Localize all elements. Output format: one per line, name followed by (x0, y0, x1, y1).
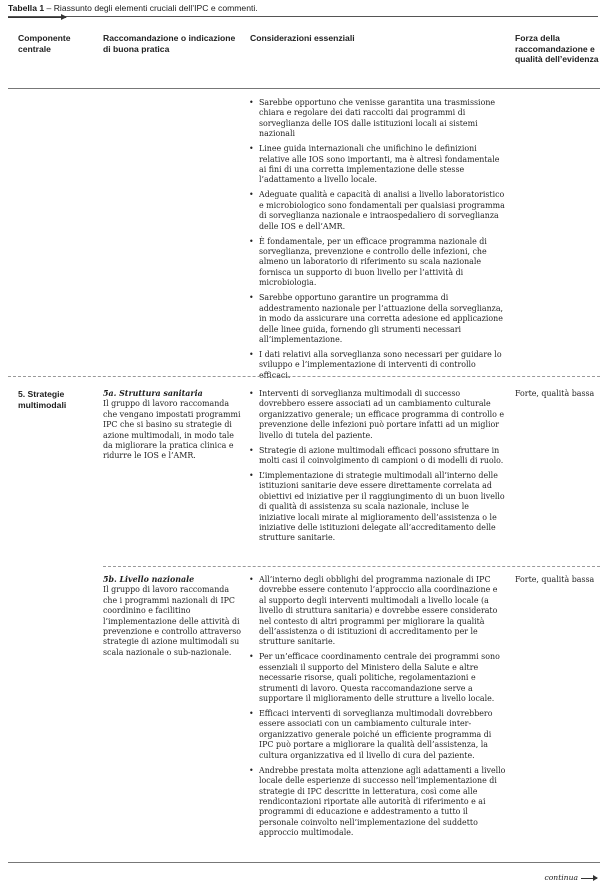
recommendation-5b (103, 575, 243, 658)
section-5-component: 5. Strategie multimodali (18, 389, 67, 410)
consideration-bullet: • Strategie di azione multimodali efficaci possono sfruttare in molti casi il coinvolgimento di campioni o di modelli di ruolo. (249, 446, 507, 467)
header-recommendation: Raccomandazione o indicazione di buona pratica (103, 33, 236, 54)
recommendation-5b-text: Il gruppo di lavoro raccomanda che i programmi nazionali di IPC coordinino e facilitino l’implementazione delle attività di prevenzione e controllo attraverso strategie di azione multimodali su scala nazionale o sub-nazionale. (103, 585, 242, 657)
recommendation-5a-subtitle: 5a. Struttura sanitaria (103, 389, 203, 398)
recommendation-5b-subtitle: 5b. Livello nazionale (103, 575, 195, 584)
consideration-bullet: • Efficaci interventi di sorveglianza multimodali dovrebbero essere associati con un cambiamento culturale inter-organizzativo generale poiché un efficiente programma di IPC può portare a migliorare la qualità dell’assistenza, la cultura organizzativa ed il livello di cura del paziente. (249, 709, 507, 761)
header-strength: Forza della raccomandazione e qualità dell’evidenza (515, 33, 599, 64)
caption-label: Tabella 1 (8, 3, 45, 13)
consideration-bullet: • Sarebbe opportuno garantire un programma di addestramento nazionale per l’attuazione della sorveglianza, in modo da assicurare una corretta adesione ed applicazione delle linee guida, fornendo gli strumenti necessari all’implementazione. (249, 293, 507, 345)
consideration-bullet: • Andrebbe prestata molta attenzione agli adattamenti a livello locale delle esperienze di successo nell’implementazione di strategie di IPC descritte in letteratura, così come alle rendicontazioni riportate alle autorità di riferimento e ai programmi di educazione e addestramento a tutto il personale coinvolto nell’implementazione del suddetto approccio multimodale. (249, 766, 507, 839)
strength-5a: Forte, qualità bassa (515, 389, 595, 398)
strength-5b: Forte, qualità bassa (515, 575, 595, 584)
continuation-bullet-list (249, 98, 507, 386)
caption-arrow-icon (8, 17, 66, 18)
section-divider (8, 376, 600, 377)
continues-label (544, 873, 597, 882)
caption-text: – Riassunto degli elementi cruciali dell’IPC e commenti. (44, 3, 258, 13)
continues-arrow-icon (581, 878, 597, 879)
consideration-bullet: • È fondamentale, per un efficace programma nazionale di sorveglianza, prevenzione e controllo delle infezioni, che almeno un laboratorio di riferimento su scala nazionale fornisca un supporto di buon livello per l’attività di microbiologia. (249, 237, 507, 289)
considerations-5a-list (249, 389, 507, 548)
consideration-bullet: • All’interno degli obblighi del programma nazionale di IPC dovrebbe essere contenuto l’approccio alla coordinazione e al supporto degli interventi multimodali a livello locale (a livello di struttura sanitaria) e dovrebbe essere considerato nel contesto di altri programmi per migliorare la qualità dell’assistenza o di istituzioni di accreditamento per le strutture sanitarie. (249, 575, 507, 648)
consideration-bullet: • Linee guida internazionali che unifichino le definizioni relative alle IOS sono importanti, ma è altresì fondamentale ai fini di una corretta implementazione delle stesse l’adattamento a livello locale. (249, 144, 507, 186)
recommendation-5a-text: Il gruppo di lavoro raccomanda che vengano impostati programmi IPC che si basino su strategie di azione multimodali, in modo tale da migliorare la pratica clinica e ridurre le IOS e l’AMR. (103, 399, 241, 461)
row-divider (103, 566, 600, 567)
consideration-bullet: • Sarebbe opportuno che venisse garantita una trasmissione chiara e regolare dei dati raccolti dai programmi di sorveglianza delle IOS dalle istituzioni locali ai sistemi nazionali (249, 98, 507, 140)
consideration-bullet: • Per un’efficace coordinamento centrale dei programmi sono essenziali il supporto del Ministero della Salute e altre necessarie risorse, quali politiche, regolamentazioni e strumenti di lavoro. Questa raccomandazione serve a supportare il miglioramento delle strutture a livello locale. (249, 652, 507, 704)
consideration-bullet: • L’implementazione di strategie multimodali all’interno delle istituzioni sanitarie deve essere direttamente correlata ad obiettivi ed iniziative per il raggiungimento di un buon livello di qualità di assistenza su scala nazionale, incluse le iniziative locali mirate al miglioramento dell’assistenza o le iniziative delle istituzioni delegate all’accreditamento delle strutture sanitarie. (249, 471, 507, 544)
considerations-5b-list (249, 575, 507, 843)
consideration-bullet: • Adeguate qualità e capacità di analisi a livello laboratoristico e microbiologico sono fondamentali per qualsiasi programma di sorveglianza nazionale e intraospedaliero di sorveglianza delle IOS e dell’AMR. (249, 190, 507, 232)
header-divider (8, 88, 600, 89)
consideration-bullet: • Interventi di sorveglianza multimodali di successo dovrebbero essere associati ad un cambiamento culturale organizzativo generale; un efficace programma di controllo e prevenzione delle infezioni può portare infatti ad un miglior livello di tutela del paziente. (249, 389, 507, 441)
table-caption (8, 3, 598, 17)
header-considerations: Considerazioni essenziali (250, 33, 355, 43)
recommendation-5a (103, 389, 243, 462)
continues-text: continua (544, 873, 578, 882)
consideration-bullet: • I dati relativi alla sorveglianza sono necessari per guidare lo sviluppo e l’implementazione di interventi di controllo efficaci. (249, 350, 507, 381)
header-component: Componente centrale (18, 33, 71, 54)
table-bottom-rule (8, 862, 600, 863)
